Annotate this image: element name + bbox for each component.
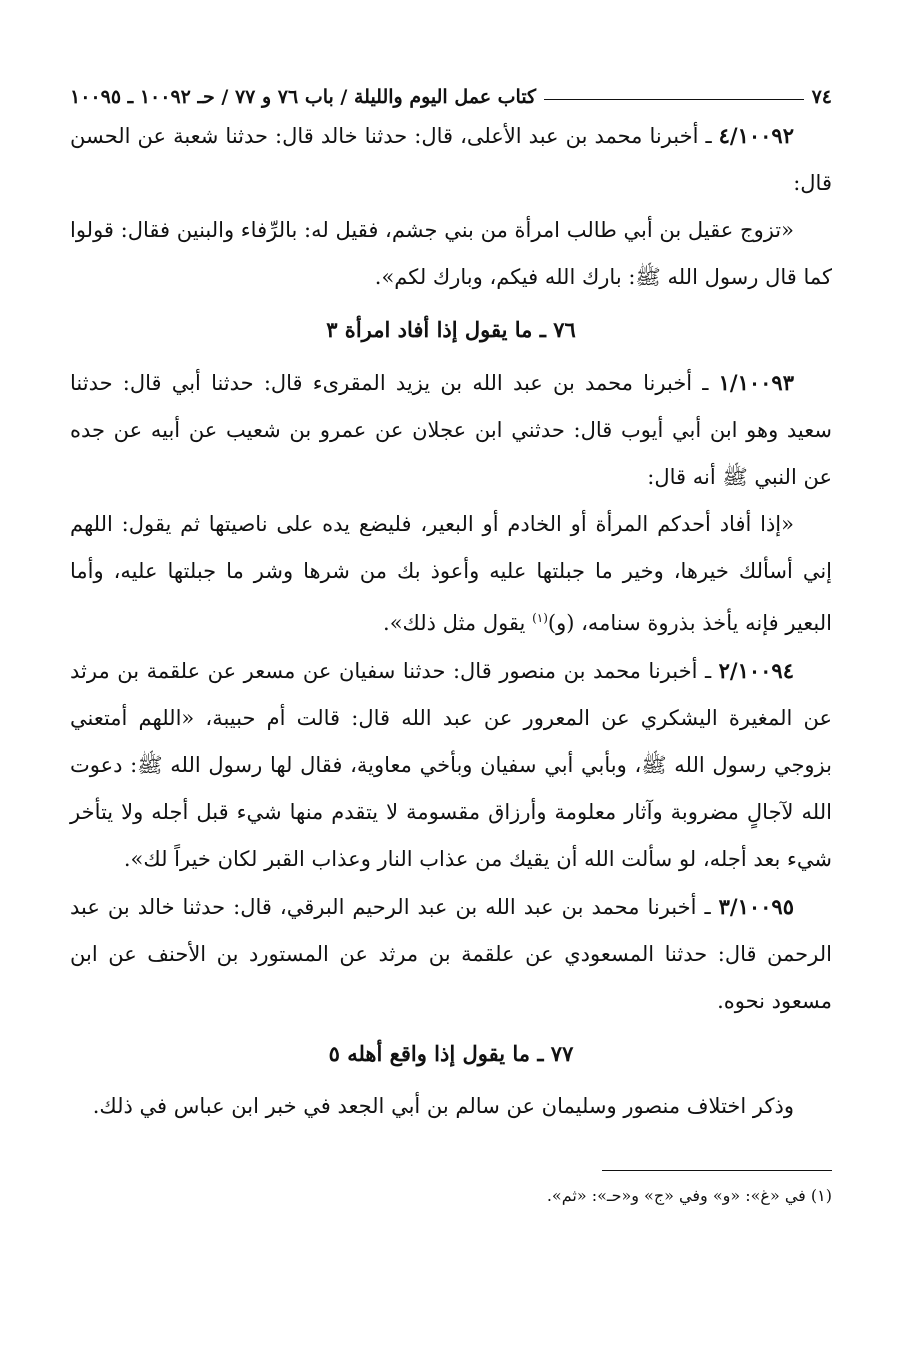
hadith-text: ـ أخبرنا محمد بن عبد الأعلى، قال: حدثنا خالد قال: حدثنا شعبة عن الحسن قال: xyxy=(70,124,832,195)
hadith-10093 xyxy=(70,359,832,501)
matn-text: «إذا أفاد أحدكم المرأة أو الخادم أو البعير، فليضع يده على ناصيتها ثم يقول: اللهم إني أسألك خيرها، وخير ما جبلتها عليه وأعوذ بك من شرها وشر ما جبلتها عليه، وأما البعير فإنه يأخذ بذروة سنامه، (و) xyxy=(70,512,832,635)
hadith-10092-matn: «تزوج عقيل بن أبي طالب امرأة من بني جشم، فقيل له: بالرِّفاء والبنين فقال: قولوا كما قال رسول الله ﷺ: بارك الله فيكم، وبارك لكم». xyxy=(70,218,832,289)
hadith-text: ـ أخبرنا محمد بن منصور قال: حدثنا سفيان عن مسعر عن علقمة بن مرثد عن المغيرة اليشكري عن المعرور عن عبد الله قال: قالت أم حبيبة، «اللهم أمتعني بزوجي رسول الله ﷺ، وبأبي أبي سفيان وبأخي معاوية، فقال لها رسول الله ﷺ: دعوت الله لآجالٍ مضروبة وآثار معلومة وأرزاق مقسومة لا يتقدم منها شيء قبل أجله ولا يتأخر شيء بعد أجله، لو سألت الله أن يقيك من عذاب النار وعذاب القبر لكان خيراً لك». xyxy=(70,659,832,871)
hadith-number: ١/١٠٠٩٣ xyxy=(718,370,794,395)
running-header xyxy=(70,72,832,108)
footnote-ref: (١) xyxy=(532,611,548,625)
running-title: كتاب عمل اليوم والليلة / باب ٧٦ و ٧٧ / حـ ١٠٠٩٢ ـ ١٠٠٩٥ xyxy=(70,86,537,108)
closing-paragraph: وذكر اختلاف منصور وسليمان عن سالم بن أبي الجعد في خبر ابن عباس في ذلك. xyxy=(92,1094,794,1118)
footnote-rule xyxy=(602,1170,832,1171)
header-rule xyxy=(544,99,803,100)
hadith-10095 xyxy=(70,883,832,1025)
hadith-text: ـ أخبرنا محمد بن عبد الله بن عبد الرحيم البرقي، قال: حدثنا خالد بن عبد الرحمن قال: حدثنا المسعودي عن علقمة بن مرثد عن المستورد بن الأحنف عن ابن مسعود نحوه. xyxy=(70,895,832,1013)
document-page xyxy=(70,72,832,1213)
hadith-number: ٤/١٠٠٩٢ xyxy=(718,123,794,148)
hadith-number: ٢/١٠٠٩٤ xyxy=(718,658,794,683)
hadith-text: ـ أخبرنا محمد بن عبد الله بن يزيد المقرىء قال: حدثنا أبي قال: حدثنا سعيد وهو ابن أبي أيوب قال: حدثني ابن عجلان عن عمرو بن شعيب عن أبيه عن جده عن النبي ﷺ أنه قال: xyxy=(70,371,832,489)
matn-text-end: يقول مثل ذلك». xyxy=(383,611,533,635)
hadith-10092 xyxy=(70,112,832,207)
hadith-10094 xyxy=(70,647,832,883)
hadith-number: ٣/١٠٠٩٥ xyxy=(718,894,794,919)
hadith-10093-matn xyxy=(70,501,832,647)
chapter-heading-76: ٧٦ ـ ما يقول إذا أفاد امرأة ٣ xyxy=(326,317,576,342)
page-number: ٧٤ xyxy=(811,86,832,108)
chapter-heading-77: ٧٧ ـ ما يقول إذا واقع أهله ٥ xyxy=(328,1041,574,1066)
footnote-1: (١) في «غ»: «و» وفي «ج» و«حـ»: «ثم». xyxy=(546,1186,832,1205)
